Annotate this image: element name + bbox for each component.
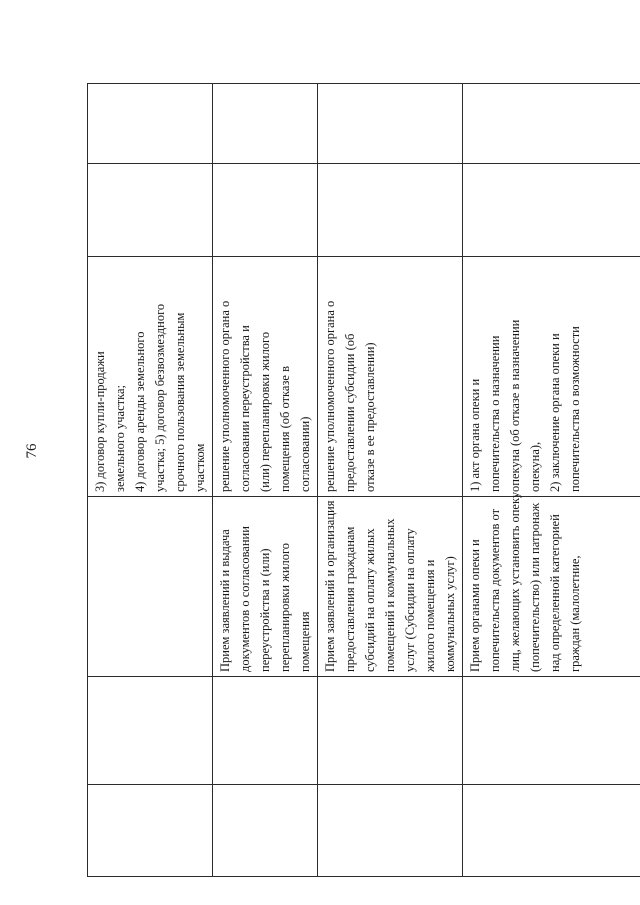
service-id-cell <box>213 677 318 785</box>
document-line: 2) заключение органа опеки и <box>548 333 562 492</box>
service-line: помещения <box>298 611 312 672</box>
service-line: документов о согласовании <box>238 526 252 672</box>
service-line: переустройства и (или) <box>258 548 272 672</box>
document-line: опекуна (об отказе в назначении <box>508 319 522 492</box>
document-line: отказе в ее предоставлении) <box>363 342 377 492</box>
empty-cell <box>463 84 640 164</box>
document-line: предоставлении субсидии (об <box>343 333 357 492</box>
service-name-cell <box>88 497 213 677</box>
service-id-cell <box>88 677 213 785</box>
document-line: согласовании) <box>298 416 312 492</box>
document-cell <box>88 257 213 497</box>
service-line: попечительства документов от <box>488 508 502 672</box>
service-line: лиц, желающих установить опеку <box>508 491 522 672</box>
service-line: жилого помещения и <box>423 559 437 672</box>
row-number-cell <box>318 785 463 877</box>
document-cell <box>463 257 640 497</box>
document-line: 1) акт органа опеки и <box>468 378 482 492</box>
empty-cell <box>318 164 463 257</box>
service-line: коммунальных услуг) <box>443 556 457 672</box>
service-line: предоставления гражданам <box>343 526 357 672</box>
service-line: помещений и коммунальных <box>383 518 397 672</box>
document-line: участком <box>193 443 207 492</box>
rotated-table-container <box>87 84 609 877</box>
document-line: участка; 5) договор безвозмездного <box>153 303 167 492</box>
service-line: над определенной категорией <box>548 514 562 672</box>
table-row <box>88 84 213 877</box>
service-id-cell <box>463 677 640 785</box>
document-line: (или) перепланировки жилого <box>258 331 272 492</box>
service-line: Прием органами опеки и <box>468 539 482 672</box>
document-line: опекуна), <box>528 441 542 492</box>
service-name-cell <box>318 497 463 677</box>
empty-cell <box>88 164 213 257</box>
table-row <box>463 84 640 877</box>
document-line: решение уполномоченного органа о <box>323 300 337 492</box>
row-number-cell <box>463 785 640 877</box>
document-line: попечительства о назначении <box>488 335 502 492</box>
empty-cell <box>213 164 318 257</box>
document-line: земельного участка; <box>113 384 127 492</box>
service-line: перепланировки жилого <box>278 542 292 672</box>
row-number-cell <box>213 785 318 877</box>
row-number-cell <box>88 785 213 877</box>
service-name-cell <box>213 497 318 677</box>
service-line: субсидий на оплату жилых <box>363 528 377 672</box>
service-line: Прием заявлений и выдача <box>218 529 232 672</box>
service-line: (попечительство) или патронаж <box>528 503 542 672</box>
document-cell <box>318 257 463 497</box>
document-line: попечительства о возможности <box>568 326 582 492</box>
empty-cell <box>88 84 213 164</box>
document-line: согласовании переустройства и <box>238 325 252 492</box>
table-row <box>213 84 318 877</box>
service-line: граждан (малолетние, <box>568 555 582 672</box>
document-line: 3) договор купли-продажи <box>93 351 107 492</box>
document-line: решение уполномоченного органа о <box>218 300 232 492</box>
empty-cell <box>463 164 640 257</box>
document-line: срочного пользования земельным <box>173 312 187 492</box>
services-table <box>87 83 640 877</box>
service-id-cell <box>318 677 463 785</box>
service-name-cell <box>463 491 640 677</box>
empty-cell <box>213 84 318 164</box>
document-line: помещения (об отказе в <box>278 366 292 492</box>
document-cell <box>213 257 318 497</box>
document-line: 4) договор аренды земельного <box>133 331 147 492</box>
empty-cell <box>318 84 463 164</box>
page-number: 76 <box>24 443 40 459</box>
table-row <box>318 84 463 877</box>
service-line: услуг (Субсидии на оплату <box>403 528 417 672</box>
service-line: Прием заявлений и организация <box>323 500 337 672</box>
